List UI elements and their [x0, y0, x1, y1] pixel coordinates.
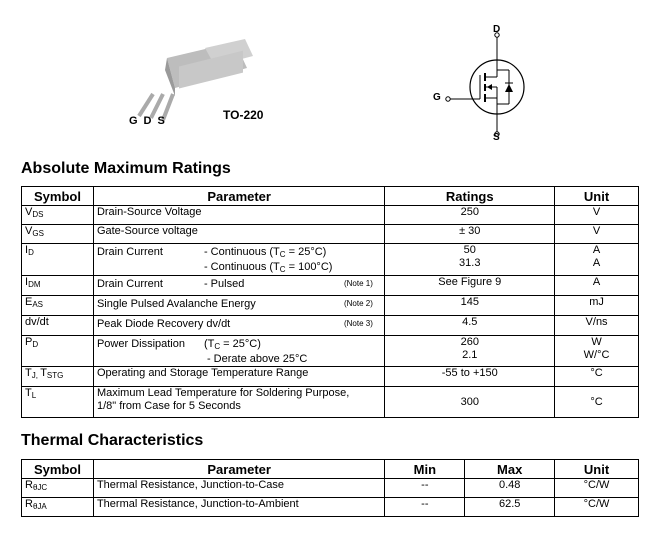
unit-cell: °C [555, 387, 639, 418]
symbol-cell: $I_{DM}$ [22, 276, 94, 296]
parameter-cell: Peak Diode Recovery dv/dt (Note 3) [93, 316, 384, 336]
max-cell: 0.48 [465, 479, 555, 498]
symbol-cell: $T_L$ [22, 387, 94, 418]
amr-header-symbol: Symbol [22, 187, 94, 206]
parameter-cell: Thermal Resistance, Junction-to-Ambient [93, 498, 384, 517]
unit-cell: °C/W [555, 479, 639, 498]
thermal-header-symbol: Symbol [22, 460, 94, 479]
drain-label: D [493, 24, 501, 35]
thermal-header-unit: Unit [555, 460, 639, 479]
min-cell: -- [385, 479, 465, 498]
rating-cell: ± 30 [385, 225, 555, 244]
parameter-cell: Thermal Resistance, Junction-to-Case [93, 479, 384, 498]
unit-cell: V [555, 206, 639, 225]
amr-header-row [22, 187, 639, 206]
package-name: TO-220 [223, 108, 264, 122]
min-cell: -- [385, 498, 465, 517]
table-row [22, 244, 639, 276]
parameter-cell: Single Pulsed Avalanche Energy (Note 2) [93, 296, 384, 316]
table-row [22, 296, 639, 316]
unit-cell: mJ [555, 296, 639, 316]
table-row [22, 336, 639, 367]
symbol-cell: dv/dt [22, 316, 94, 336]
parameter-cell: Drain Current - Pulsed (Note 1) [93, 276, 384, 296]
unit-cell: V/ns [555, 316, 639, 336]
rating-cell: 300 [385, 387, 555, 418]
thermal-header-max: Max [465, 460, 555, 479]
parameter-cell: Maximum Lead Temperature for Soldering Purpose, 1/8" from Case for 5 Seconds [93, 387, 384, 418]
symbol-cell: $I_D$ [22, 244, 94, 276]
unit-cell: °C/W [555, 498, 639, 517]
symbol-cell: $V_{GS}$ [22, 225, 94, 244]
rating-cell: 145 [385, 296, 555, 316]
unit-cell: A A [555, 244, 639, 276]
rating-cell: 50 31.3 [385, 244, 555, 276]
thermal-table [21, 459, 639, 517]
unit-cell: W W/°C [555, 336, 639, 367]
thermal-title: Thermal Characteristics [21, 432, 204, 449]
amr-header-ratings: Ratings [385, 187, 555, 206]
mosfet-symbol [430, 20, 540, 150]
parameter-cell: Drain-Source Voltage [93, 206, 384, 225]
parameter-cell: Power Dissipation $(T_C = 25^\circ C)$ - Derate above 25°C [93, 336, 384, 367]
parameter-cell: Gate-Source voltage [93, 225, 384, 244]
amr-header-unit: Unit [555, 187, 639, 206]
rating-cell: 4.5 [385, 316, 555, 336]
table-row [22, 225, 639, 244]
table-row [22, 367, 639, 387]
parameter-cell: Drain Current - Continuous $(T_C = 25^\circ C)$ - Continuous $(T_C = 100^\circ C)$ [93, 244, 384, 276]
table-row [22, 387, 639, 418]
gate-label: G [433, 92, 441, 103]
rating-cell: -55 to +150 [385, 367, 555, 387]
rating-cell: 250 [385, 206, 555, 225]
parameter-cell: Operating and Storage Temperature Range [93, 367, 384, 387]
table-row [22, 498, 639, 517]
table-row [22, 479, 639, 498]
symbol-cell: $R_{\theta JC}$ [22, 479, 94, 498]
unit-cell: A [555, 276, 639, 296]
symbol-cell: $T_{J,}$ $T_{STG}$ [22, 367, 94, 387]
table-row [22, 316, 639, 336]
table-row [22, 276, 639, 296]
thermal-header-min: Min [385, 460, 465, 479]
package-pin-labels: GDS [129, 115, 171, 127]
symbol-cell: $P_D$ [22, 336, 94, 367]
rating-cell: 260 2.1 [385, 336, 555, 367]
unit-cell: V [555, 225, 639, 244]
amr-table [21, 186, 639, 418]
thermal-header-parameter: Parameter [93, 460, 384, 479]
n-channel-mosfet-icon [430, 20, 540, 150]
symbol-cell: $R_{\theta JA}$ [22, 498, 94, 517]
unit-cell: °C [555, 367, 639, 387]
symbol-cell: $E_{AS}$ [22, 296, 94, 316]
amr-header-parameter: Parameter [93, 187, 384, 206]
rating-cell: See Figure 9 [385, 276, 555, 296]
amr-title: Absolute Maximum Ratings [21, 160, 231, 177]
thermal-header-row [22, 460, 639, 479]
symbol-cell: $V_{DS}$ [22, 206, 94, 225]
table-row [22, 206, 639, 225]
source-label: S [493, 132, 500, 143]
max-cell: 62.5 [465, 498, 555, 517]
